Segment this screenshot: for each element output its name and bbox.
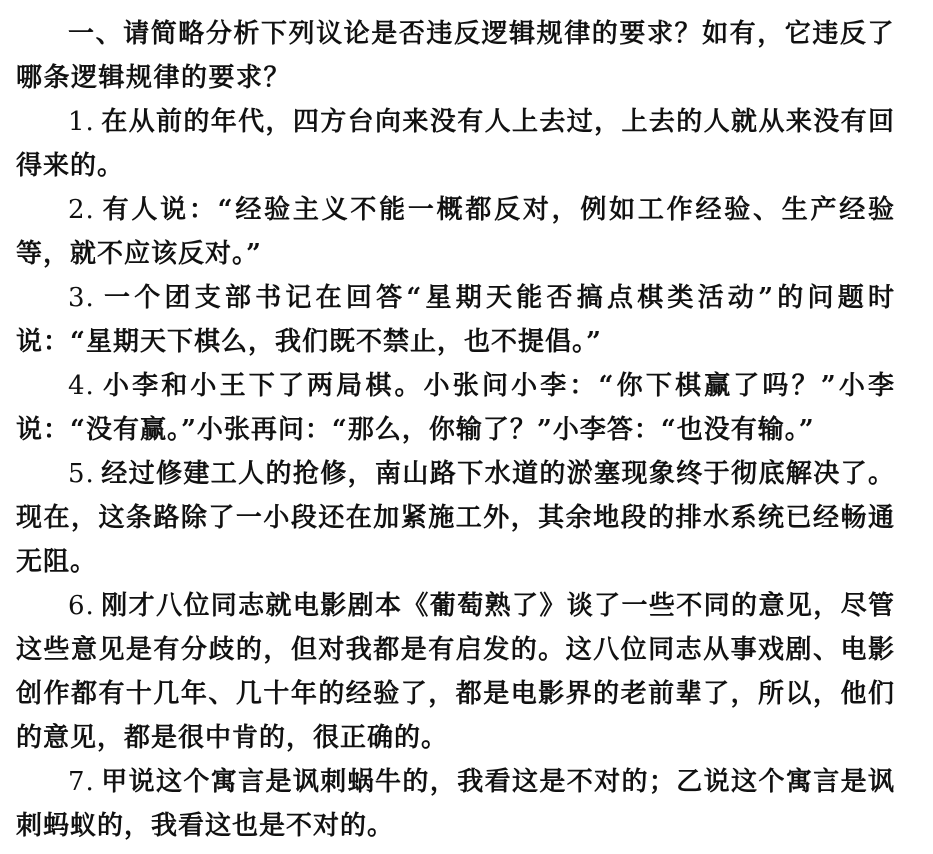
item-text: 刚才八位同志就电影剧本《葡萄熟了》谈了一些不同的意见，尽管这些意见是有分歧的，但对我都是有启发的。这八位同志从事戏剧、电影创作都有十几年、几十年的经验了，都是电影界的老前辈了，所以，他们的意见，都是很中肯的，很正确的。 bbox=[16, 591, 895, 753]
item-text: 甲说这个寓言是讽刺蜗牛的，我看这是不对的；乙说这个寓言是讽刺蚂蚁的，我看这也是不对的。 bbox=[16, 767, 895, 841]
exercise-item-7 bbox=[16, 760, 895, 848]
item-text: 有人说：“经验主义不能一概都反对，例如工作经验、生产经验等，就不应该反对。” bbox=[16, 195, 895, 269]
item-number: 1. bbox=[68, 107, 95, 137]
item-number: 6. bbox=[68, 591, 95, 621]
item-number: 5. bbox=[68, 459, 95, 489]
item-number: 4. bbox=[68, 371, 95, 401]
exercise-heading: 一、请简略分析下列议论是否违反逻辑规律的要求？如有，它违反了哪条逻辑规律的要求？ bbox=[16, 19, 895, 93]
exercise-item-6 bbox=[16, 584, 895, 760]
exercise-item-1 bbox=[16, 100, 895, 188]
item-text: 经过修建工人的抢修，南山路下水道的淤塞现象终于彻底解决了。现在，这条路除了一小段还在加紧施工外，其余地段的排水系统已经畅通无阻。 bbox=[16, 459, 895, 577]
item-number: 3. bbox=[68, 283, 95, 313]
exercise-item-4 bbox=[16, 364, 895, 452]
item-text: 在从前的年代，四方台向来没有人上去过，上去的人就从来没有回得来的。 bbox=[16, 107, 895, 181]
exercise-item-3 bbox=[16, 276, 895, 364]
item-text: 小李和小王下了两局棋。小张问小李：“你下棋赢了吗？”小李说：“没有赢。”小张再问：“那么，你输了？”小李答：“也没有输。” bbox=[16, 371, 895, 445]
item-number: 7. bbox=[68, 767, 95, 797]
exercise-item-2 bbox=[16, 188, 895, 276]
item-number: 2. bbox=[68, 195, 95, 225]
exercise-item-5 bbox=[16, 452, 895, 584]
item-text: 一个团支部书记在回答“星期天能否搞点棋类活动”的问题时说：“星期天下棋么，我们既不禁止，也不提倡。” bbox=[16, 283, 895, 357]
